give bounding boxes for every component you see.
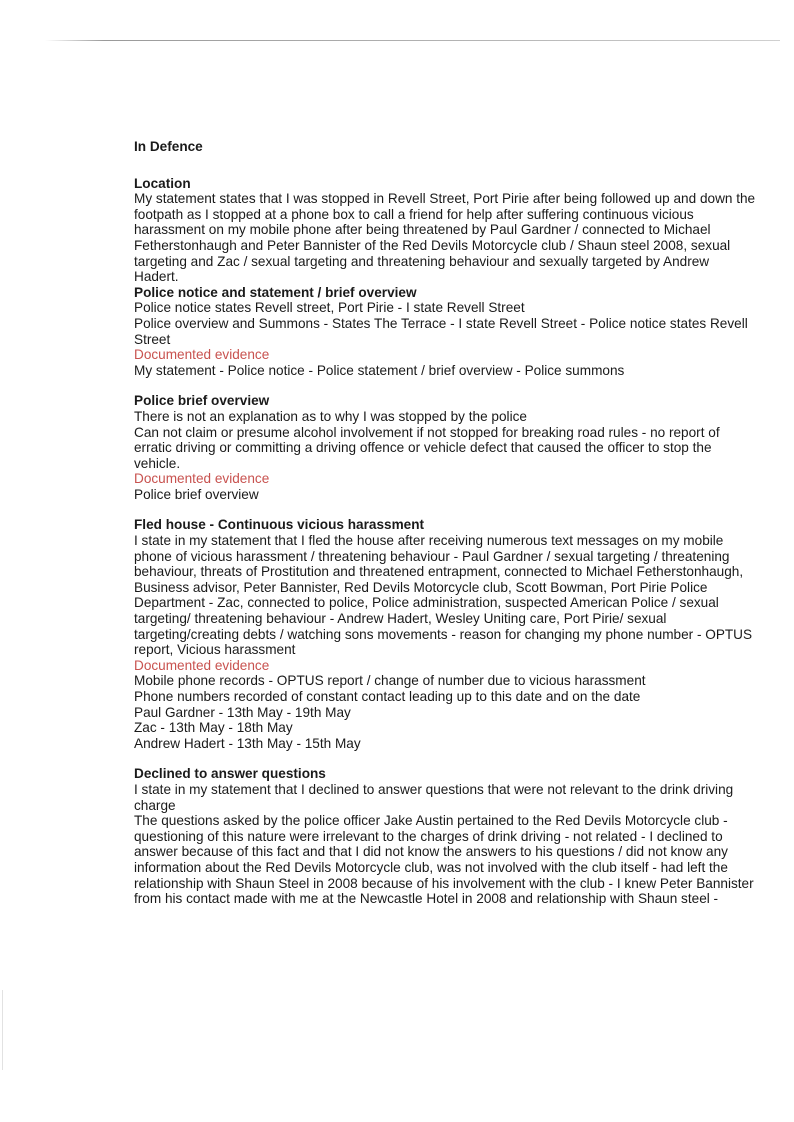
paragraph: There is not an explanation as to why I was stopped by the police xyxy=(134,408,527,424)
evidence-line: Paul Gardner - 13th May - 19th May xyxy=(134,704,351,720)
paragraph: I state in my statement that I fled the house after receiving numerous text messages on my mobile phone of vicious harassment / threatening behaviour - Paul Gardner / sexual targeting / threatening behaviour, threats of Prostitution and threatened entrapment, connected to Michael Fetherstonhaugh, Business advisor, Peter Bannister, Red Devils Motorcycle club, Scott Bowman, Port Pirie Police Department - Zac, connected to police, Police administration, suspected American Police / sexual targeting/ threatening behaviour - Andrew Hadert, Wesley Uniting care, Port Pirie/ sexual targeting/creating debts / watching sons movements - reason for changing my phone number - OPTUS report, Vicious harassment xyxy=(134,533,753,658)
documented-evidence-label: Documented evidence xyxy=(134,347,270,363)
evidence-line: Andrew Hadert - 13th May - 15th May xyxy=(134,735,361,751)
section-brief-overview xyxy=(134,393,756,502)
paragraph: Police overview and Summons - States The Terrace - I state Revell Street - Police notice states Revell Street xyxy=(134,315,748,347)
section-police-notice xyxy=(134,285,756,379)
section-location xyxy=(134,176,756,285)
section-declined xyxy=(134,766,756,906)
spacer xyxy=(134,502,756,517)
document-page xyxy=(134,139,756,907)
paragraph: I state in my statement that I declined to answer questions that were not relevant to the drink driving charge xyxy=(134,781,734,813)
section-heading: Declined to answer questions xyxy=(134,766,326,782)
section-heading: Fled house - Continuous vicious harassment xyxy=(134,517,425,533)
spacer xyxy=(134,751,756,766)
evidence-line: Mobile phone records - OPTUS report / change of number due to vicious harassment xyxy=(134,673,646,689)
spacer xyxy=(134,378,756,393)
evidence-text: My statement - Police notice - Police statement / brief overview - Police summons xyxy=(134,362,625,378)
documented-evidence-label: Documented evidence xyxy=(134,471,270,487)
section-fled-house xyxy=(134,517,756,751)
paragraph: Can not claim or presume alcohol involvement if not stopped for breaking road rules - no report of erratic driving or committing a driving offence or vehicle defect that caused the officer to stop the vehicle. xyxy=(134,424,720,471)
paragraph: The questions asked by the police officer Jake Austin pertained to the Red Devils Motorcycle club - questioning of this nature were irrelevant to the charges of drink driving - not related - I declined to answer because of this fact and that I did not know the answers to his questions / did not know any information about the Red Devils Motorcycle club, was not involved with the club itself - had left the relationship with Shaun Steel in 2008 because of his involvement with the club - I knew Peter Bannister from his contact made with me at the Newcastle Hotel in 2008 and relationship with Shaun steel - xyxy=(134,813,754,907)
documented-evidence-label: Documented evidence xyxy=(134,657,270,673)
evidence-line: Phone numbers recorded of constant contact leading up to this date and on the date xyxy=(134,689,641,704)
evidence-text: Police brief overview xyxy=(134,486,259,502)
scan-top-rule xyxy=(45,40,780,41)
section-heading: Police notice and statement / brief overview xyxy=(134,284,417,300)
paragraph: My statement states that I was stopped in Revell Street, Port Pirie after being followed up and down the footpath as I stopped at a phone box to call a friend for help after suffering continuous vicious harassment on my mobile phone after being threatened by Paul Gardner / connected to Michael Fetherstonhaugh and Peter Bannister of the Red Devils Motorcycle club / Shaun steel 2008, sexual targeting and Zac / sexual targeting and threatening behaviour and sexually targeted by Andrew Hadert. xyxy=(134,191,756,285)
scan-edge-mark xyxy=(2,990,3,1070)
evidence-line: Zac - 13th May - 18th May xyxy=(134,720,293,736)
section-heading: Location xyxy=(134,175,191,191)
paragraph: Police notice states Revell street, Port Pirie - I state Revell Street xyxy=(134,300,525,316)
document-title: In Defence xyxy=(134,139,203,154)
section-heading: Police brief overview xyxy=(134,393,270,409)
